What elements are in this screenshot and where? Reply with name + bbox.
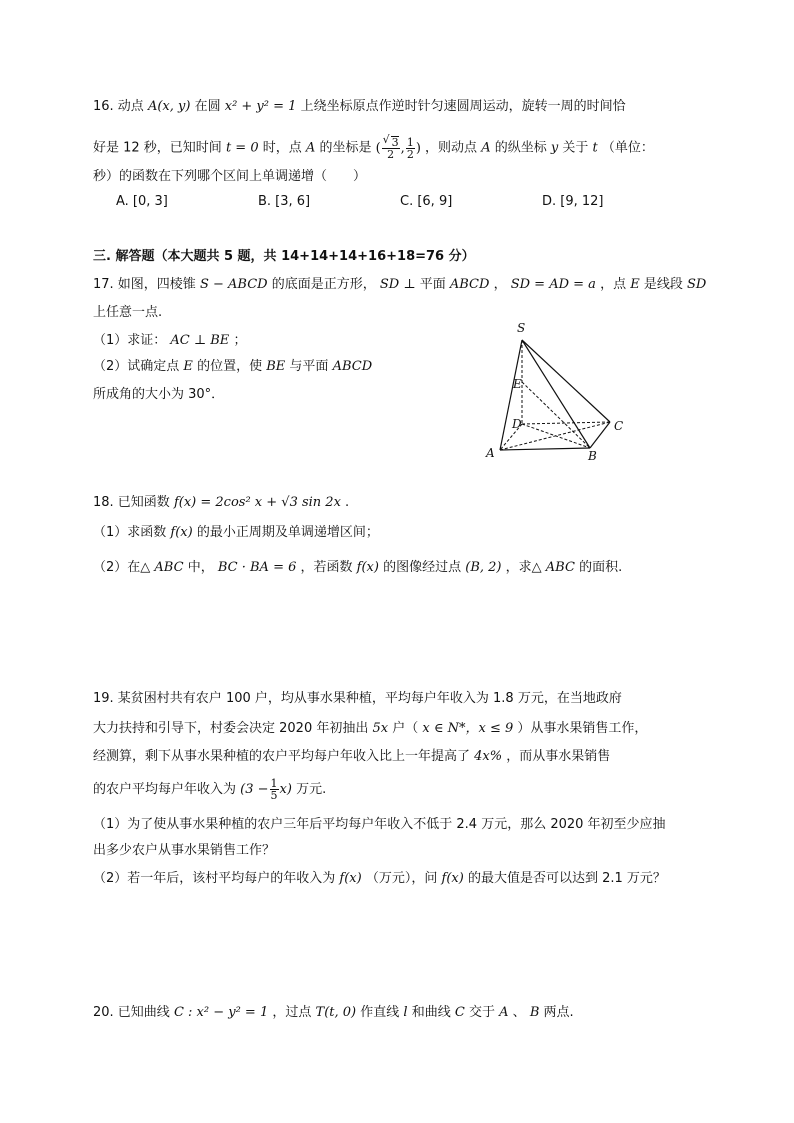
q16-point-label: A [481, 140, 491, 156]
q18-triangle: ABC [154, 560, 184, 575]
q18-text: 的最小正周期及单调递增区间； [196, 525, 379, 540]
q17-part-1 [93, 332, 246, 350]
q19-5x: 5x [372, 721, 389, 736]
q17-text: 的底面是正方形， [271, 277, 376, 292]
q19-line-4 [93, 778, 326, 801]
q17-point-e: E [183, 359, 193, 374]
q20-point-a: A [499, 1005, 509, 1020]
q19-condition: x ∈ N*，x ≤ 9 [422, 721, 514, 736]
q20-text: 20. 已知曲线 [93, 1005, 170, 1020]
q17-pyramid-math: S − ABCD [199, 277, 268, 292]
diagonal-db [522, 424, 590, 448]
segment-eb [522, 382, 590, 448]
section-3-heading: 三. 解答题（本大题共 5 题，共 14+14+14+16+18=76 分） [93, 249, 475, 264]
label-c: C [614, 419, 624, 433]
q17-eq-math: SD = AD = a [510, 277, 596, 292]
q20-text: 两点. [543, 1005, 574, 1020]
q19-part-1-line-2: 出多少农户从事水果销售工作？ [93, 843, 276, 858]
q19-text: 的农户平均每户年收入为 [93, 782, 237, 797]
label-a: A [486, 446, 495, 460]
q19-part-2 [93, 870, 666, 888]
q16-text: 关于 [562, 140, 589, 156]
q18-text: 18. 已知函数 [93, 495, 170, 510]
q18-text: . [345, 495, 350, 510]
edge-ab [500, 448, 590, 450]
q16-point-label: A [305, 140, 316, 156]
q17-text: 的位置，使 [197, 359, 263, 374]
q19-text: （万元），问 [365, 871, 438, 886]
q17-text: （2）试确定点 [93, 359, 180, 374]
q18-text: ，求△ [505, 560, 542, 575]
q17-line-2: 上任意一点. [93, 305, 163, 320]
q19-text: 户（ [392, 721, 419, 736]
q17-point-e: E [630, 277, 640, 292]
q18-part-2 [93, 559, 622, 577]
q17-plane-math: ABCD [332, 359, 373, 374]
q16-text: ，则动点 [425, 140, 478, 156]
q16-line-3: 秒）的函数在下列哪个区间上单调递增（ ） [93, 169, 367, 184]
q19-income-expr [240, 777, 292, 802]
edge-sa [500, 340, 522, 450]
q16-var-y: y [550, 140, 559, 156]
q17-segment-be: BE [266, 359, 286, 374]
q18-text: （2）在△ [93, 560, 151, 575]
q20-point-b: B [529, 1005, 540, 1020]
q18-text: 的面积. [579, 560, 623, 575]
q16-var-t: t [592, 140, 598, 156]
q18-text: ，若函数 [300, 560, 353, 575]
edge-dc [522, 422, 610, 424]
q16-text: 上绕坐标原点作逆时针匀速圆周运动，旋转一周的时间恰 [300, 99, 626, 114]
q20-text: 、 [512, 1005, 526, 1020]
q16-text: 好是 12 秒，已知时间 [93, 140, 222, 156]
q19-line-2 [93, 720, 647, 738]
q16-option-b: B. [3, 6] [258, 194, 311, 209]
q17-part-2-line-2: 所成角的大小为 30°． [93, 387, 225, 402]
q16-circle-math: x² + y² = 1 [224, 99, 297, 114]
q20-curve-math: C : x² − y² = 1 [173, 1005, 269, 1020]
q19-fx: f(x) [339, 871, 362, 886]
q16-option-a: A. [0, 3] [116, 194, 168, 209]
q16-text: （单位： [601, 140, 654, 156]
q17-p1-math: AC ⊥ BE [170, 333, 230, 348]
q20-curve-c: C [454, 1005, 465, 1020]
q18-line-1 [93, 494, 349, 512]
q19-text: ，而从事水果销售 [506, 749, 611, 764]
q18-part-1 [93, 524, 379, 542]
q18-text: 中， [187, 560, 214, 575]
q17-text: 平面 [419, 277, 446, 292]
q17-text: ，点 [600, 277, 627, 292]
q19-text: ）从事水果销售工作， [517, 721, 648, 736]
q20-line-1 [93, 1004, 574, 1022]
label-d: D [512, 417, 522, 431]
q18-triangle: ABC [545, 560, 575, 575]
q17-text: （1）求证： [93, 333, 167, 348]
q16-text: 的坐标是 [319, 140, 372, 156]
q19-text: 经测算，剩下从事水果种植的农户平均每户年收入比上一年提高了 [93, 749, 471, 764]
q16-text: 时，点 [262, 140, 302, 156]
q17-line-1 [93, 276, 706, 294]
q19-frac-num: 1 [270, 777, 278, 790]
pyramid-figure [480, 318, 630, 466]
q19-part-1-line-1: （1）为了使从事水果种植的农户三年后平均每户年收入不低于 2.4 万元，那么 2020 年初至少应抽 [93, 817, 666, 832]
q16-text: 在圆 [194, 99, 221, 114]
q17-segment-sd: SD [687, 277, 707, 292]
q19-line-1: 19. 某贫困村共有农户 100 户，均从事水果种植，平均每户年收入为 1.8 万元，在当地政府 [93, 691, 622, 706]
q18-fx: f(x) [356, 560, 379, 575]
label-s: S [517, 321, 526, 335]
q17-text: 是线段 [643, 277, 683, 292]
q19-text: （2）若一年后，该村平均每户的年收入为 [93, 871, 336, 886]
q16-option-c: C. [6, 9] [400, 194, 453, 209]
q17-text: 17. 如图，四棱锥 [93, 277, 196, 292]
q17-perp-math: SD ⊥ [379, 277, 416, 292]
q18-text: （1）求函数 [93, 525, 167, 540]
q16-point-math: A(x, y) [147, 99, 191, 114]
q19-frac-den: 5 [270, 789, 278, 802]
q20-text: ，过点 [272, 1005, 312, 1020]
q17-text: 与平面 [289, 359, 329, 374]
q16-line-2 [93, 136, 654, 160]
q18-vector-product: BC · BA = 6 [217, 560, 297, 575]
label-b: B [588, 449, 597, 463]
q16-text: 16. 动点 [93, 99, 144, 114]
q20-point-t: T(t, 0) [315, 1005, 357, 1020]
q17-text: ， [493, 277, 507, 292]
q17-part-2 [93, 358, 372, 376]
q20-text: 交于 [468, 1005, 495, 1020]
q19-line-3 [93, 748, 610, 766]
q17-plane-math: ABCD [449, 277, 490, 292]
q16-option-d: D. [9, 12] [542, 194, 604, 209]
q19-text: 的最大值是否可以达到 2.1 万元？ [467, 871, 666, 886]
q16-line-1 [93, 98, 626, 116]
q19-fx: f(x) [441, 871, 464, 886]
sqrt-3: √ 3 [391, 136, 399, 148]
q18-text: 的图像经过点 [383, 560, 462, 575]
q20-line-l: l [403, 1005, 408, 1020]
q19-text: 万元. [296, 782, 327, 797]
q19-percent: 4x% [474, 749, 503, 764]
q19-expr-part: x) [279, 782, 292, 797]
q20-text: 作直线 [360, 1005, 400, 1020]
q19-text: 大力扶持和引导下，村委会决定 2020 年初抽出 [93, 721, 369, 736]
q18-function-math: f(x) = 2cos² x + √3 sin 2x [173, 495, 341, 510]
q20-text: 和曲线 [411, 1005, 451, 1020]
q16-time-math: t = 0 [225, 140, 259, 156]
q17-text: ； [233, 333, 247, 348]
q16-coordinate: ( √ $\frac{3}{2}$ , $\frac{1}{2}$ ) [376, 141, 421, 156]
q19-expr-part: (3 − [240, 782, 269, 797]
label-e: E [513, 377, 522, 391]
q16-text: 的纵坐标 [494, 140, 547, 156]
q18-point: (B, 2) [465, 560, 502, 575]
q18-fx: f(x) [170, 525, 193, 540]
